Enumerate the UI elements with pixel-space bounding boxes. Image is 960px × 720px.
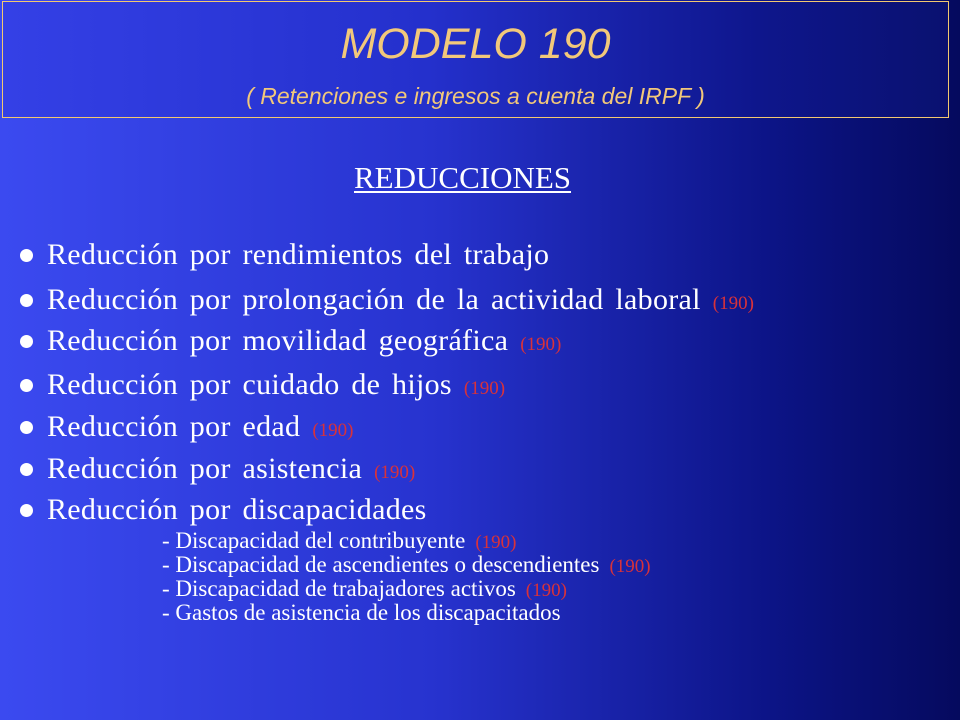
list-item-label: Reducción por edad (47, 410, 301, 443)
slide-subtitle: ( Retenciones e ingresos a cuenta del IRPF ) (246, 83, 705, 109)
bullet-icon (20, 379, 33, 392)
list-item-label: Reducción por movilidad geográfica (47, 324, 509, 357)
list-item (20, 365, 505, 405)
bullet-icon (20, 504, 33, 517)
section-heading: REDUCCIONES (354, 160, 572, 195)
list-item-tag: (190) (374, 462, 416, 483)
list-item (20, 407, 353, 447)
list-item (20, 449, 415, 489)
list-item-label: Reducción por rendimientos del trabajo (47, 238, 550, 271)
sub-list-item-label: - Discapacidad de ascendientes o descendientes (162, 552, 600, 577)
list-item-tag: (190) (712, 293, 754, 314)
sub-list-item-tag: (190) (525, 580, 567, 601)
sub-list-item-tag: (190) (475, 532, 517, 553)
list-item-label: Reducción por prolongación de la actividad laboral (47, 283, 701, 316)
list-item-tag: (190) (312, 420, 354, 441)
list-item-label: Reducción por asistencia (47, 452, 363, 485)
list-item (20, 280, 754, 320)
list-item-tag: (190) (463, 378, 506, 399)
bullet-icon (20, 335, 33, 348)
bullet-icon (20, 463, 33, 476)
list-item (20, 490, 439, 530)
header-box (2, 1, 949, 118)
sub-list-item (162, 601, 571, 625)
list-item-label: Reducción por cuidado de hijos (47, 368, 452, 401)
sub-list-item-label: - Gastos de asistencia de los discapacitados (162, 600, 561, 625)
slide-title: MODELO 190 (340, 20, 611, 68)
bullet-icon (20, 249, 33, 262)
list-item-label: Reducción por discapacidades (47, 493, 427, 526)
sub-list-item (162, 553, 651, 577)
sub-list-item (162, 529, 517, 553)
sub-list-item (162, 577, 567, 601)
bullet-icon (20, 421, 33, 434)
sub-list-item-label: - Discapacidad de trabajadores activos (162, 576, 516, 601)
list-item (20, 321, 561, 361)
list-item (20, 235, 561, 275)
sub-list-item-tag: (190) (609, 556, 651, 577)
bullet-icon (20, 294, 33, 307)
list-item-tag: (190) (520, 334, 562, 355)
sub-list-item-label: - Discapacidad del contribuyente (162, 528, 466, 553)
